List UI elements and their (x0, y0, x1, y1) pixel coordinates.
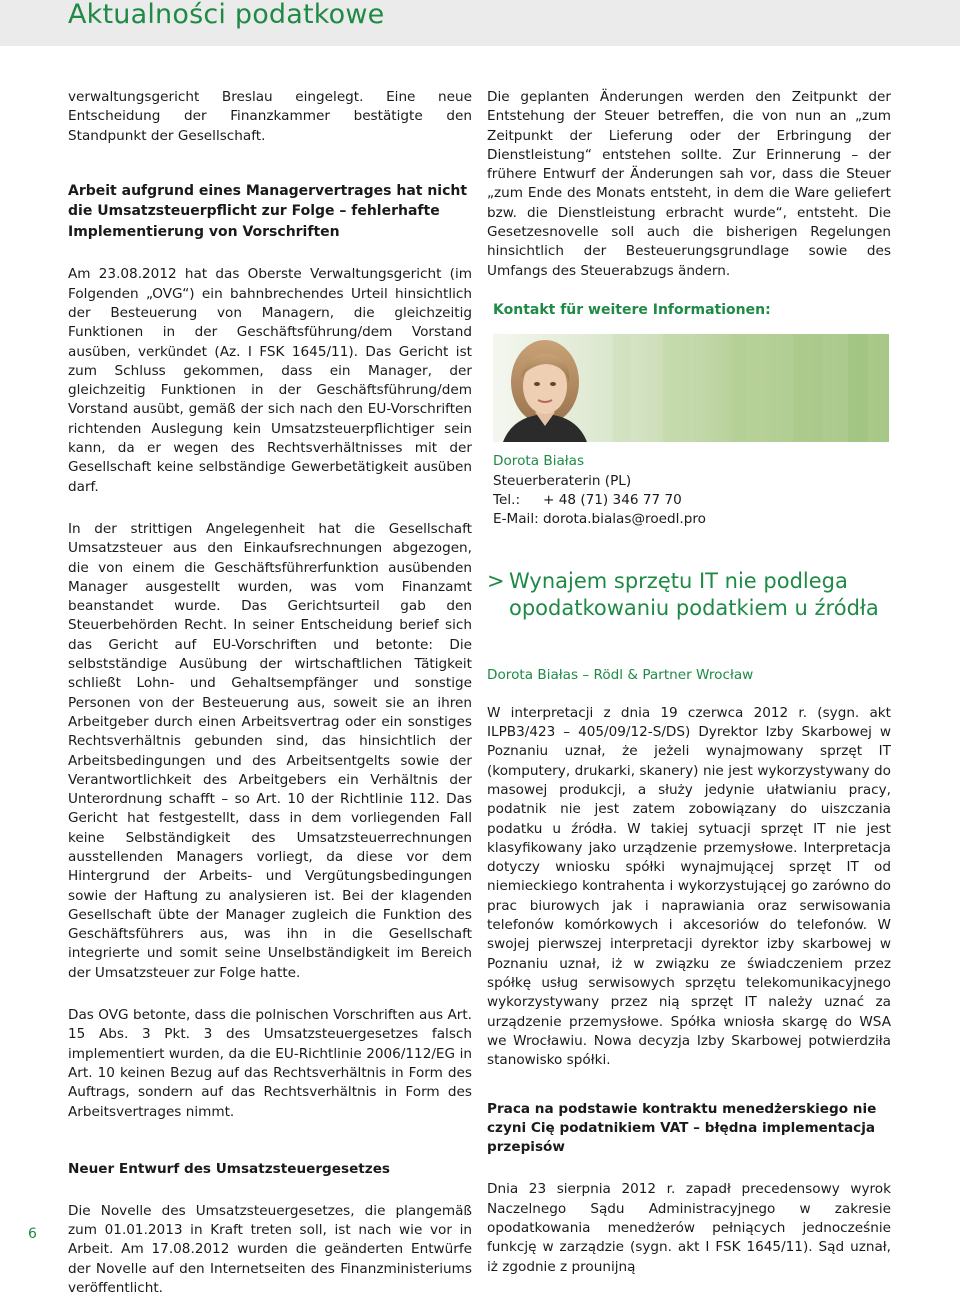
page-number: 6 (28, 1226, 37, 1242)
body-paragraph-right-1: Die geplanten Änderungen werden den Zeitpunkt der Entstehung der Steuer betreffen, die von nun an „zum Zeitpunkt der Lieferung oder der Erbringung der Dienstleistung“ entstehen sollte. Zur Erinnerung – der frühere Entwurf der Änderungen sah vor, dass die Steuer „zum Ende des Monats entsteht, in dem die Ware geliefert bzw. die Dienstleistung erbracht wurde“, entsteht. Die Gesetzesnovelle soll auch die bisherigen Regelungen hinsichtlich der Besteuerungsgrundlage sowie des Umfangs des Steuerabzugs ändern. (487, 89, 891, 279)
body-paragraph-right-2: W interpretacji z dnia 19 czerwca 2012 r. (sygn. akt ILPB3/423 – 405/09/12-S/DS) Dyrektor Izby Skarbowej w Poznaniu uznał, że jeżeli wynajmowany sprzęt IT (komputery, drukarki, skanery) nie jest wykorzystywany do masowej produkcji, a służy jedynie ułatwianiu pracy, podatnik nie jest zatem zobowiązany do uiszczania podatku u źródła. W takiej sytuacji sprzęt IT nie jest klasyfikowany jako urządzenie przemysłowe. Interpretacja dotyczy wniosku spółki wynajmującej sprzęt IT od niemieckiego kontrahenta i wykorzystującej go zarówno do prac biurowych jak i naprawiania oraz serwisowania telefonów komórkowych i akcesoriów do telefonów. W swojej pierwszej interpretacji dyrektor izby skarbowej w Poznaniu uznał, iż w związku ze świadczeniem przez spółkę usług serwisowych sprzętu telekomunikacyjnego wykorzystywany przez nią sprzęt IT należy uznać za urządzenie przemysłowe. Spółka wniosła skargę do WSA we Wrocławiu. Nowa decyzja Izby Skarbowej potwierdziła stanowisko spółki. (487, 704, 891, 1069)
right-column (487, 88, 891, 1277)
phone-label: Tel.: (493, 491, 521, 508)
page-header-band (0, 0, 960, 46)
body-paragraph-1: Am 23.08.2012 hat das Oberste Verwaltungsgericht (im Folgenden „OVG“) ein bahnbrechendes Urteil hinsichtlich der Besteuerung von Managern, die gleichzeitig Funktionen in der Geschäftsführung/dem Vorstand ausüben, verkündet (Az. I FSK 1645/11). Das Gericht ist zum Schluss gekommen, dass ein Manager, der gleichzeitig Funktionen in der Geschäftsführung/dem Vorstand ausübt, gemäß der sich nach den EU-Vorschriften richtenden Auslegung kein Umsatzsteuerpflichtiger sein kann, da er wegen des Rechtsverhältnisses mit der Gesellschaft keine selbständige Gewerbetätigkeit ausüben darf. (68, 266, 472, 495)
subheading-new-draft: Neuer Entwurf des Umsatzsteuergesetzes (68, 1160, 391, 1177)
section-title: Aktualności podatkowe (68, 0, 385, 30)
body-paragraph-2: In der strittigen Angelegenheit hat die Gesellschaft Umsatzsteuer aus den Einkaufsrechnungen abgezogen, die von einem die Geschäftsführerfunktion ausübenden Manager ausgestellt wurden, was vom Finanzamt beanstandet wurde. Das Gerichtsurteil gab den Steuerbehörden Recht. In seiner Entscheidung berief sich das Gericht auf EU-Vorschriften und betonte: Die selbstständige Ausübung der wirtschaftlichen Tätigkeit schließt Lohn- und Gehaltsempfänger und sonstige Personen von der Besteuerung aus, soweit sie an ihren Arbeitgeber durch einen Arbeitsvertrag oder ein sonstiges Rechtsverhältnis gebunden sind, das hinsichtlich der Arbeitsbedingungen und des Arbeitsentgelts sowie der Verantwortlichkeit des Arbeitgebers ein Verhältnis der Unterordnung schafft – so Art. 10 der Richtlinie 112. Das Gericht hat festgestellt, dass in dem vorliegenden Fall keine Selbständigkeit des Umsatzsteuerrechnungen ausstellenden Managers vorliegt, da diese vor dem Hintergrund der Arbeits- und Vergütungsbedingungen sowie der Haftung zu analysieren ist. Bei der klagenden Gesellschaft übte der Manager zugleich die Funktion des Geschäftsführers aus, was ihn in die Gesellschaft integrierte und somit seine Unselbständigkeit im Bereich der Umsatzsteuer zur Folge hatte. (68, 520, 472, 981)
article-title-it-rental (487, 568, 891, 622)
contact-block (493, 452, 891, 529)
phone-value: + 48 (71) 346 77 70 (543, 491, 682, 508)
body-paragraph-right-3: Dnia 23 sierpnia 2012 r. zapadł precedensowy wyrok Naczelnego Sądu Administracyjnego w zakresie opodatkowania menedżerów pełniących jednocześnie funkcję w zarządzie (sygn. akt I FSK 1645/11). Sąd uznał, iż zgodnie z prounijną (487, 1181, 891, 1275)
contact-role: Steuerberaterin (PL) (493, 472, 632, 489)
article-title-text: Wynajem sprzętu IT nie podlega opodatkowaniu podatkiem u źródła (509, 569, 879, 621)
contact-name: Dorota Białas (493, 453, 585, 470)
chevron-right-icon: > (487, 569, 505, 594)
body-paragraph-4: Die Novelle des Umsatzsteuergesetzes, die plangemäß zum 01.01.2013 in Kraft treten soll, ist nach wie vor in Arbeit. Am 17.08.2012 wurden die geänderten Entwürfe der Novelle auf den Internetseiten des Finanzministeriums veröffentlicht. (68, 1202, 472, 1297)
contact-photo (493, 334, 889, 442)
email-label: E-Mail: (493, 511, 539, 528)
email-value: dorota.bialas@roedl.pro (543, 511, 706, 528)
contact-email-row (493, 510, 891, 529)
subheading-manager-vat: Praca na podstawie kontraktu menedżerskiego nie czyni Cię podatnikiem VAT – błędna implementacja przepisów (487, 1101, 877, 1156)
article-author: Dorota Białas – Rödl & Partner Wrocław (487, 667, 754, 684)
intro-paragraph: verwaltungsgericht Breslau eingelegt. Eine neue Entscheidung der Finanzkammer bestätigte den Standpunkt der Gesellschaft. (68, 89, 472, 144)
article-heading-manager-contract: Arbeit aufgrund eines Managervertrages hat nicht die Umsatzsteuerpflicht zur Folge – fehlerhafte Implementierung von Vorschriften (68, 182, 468, 240)
contact-phone-row (493, 491, 891, 510)
contact-heading: Kontakt für weitere Informationen: (493, 301, 771, 318)
body-paragraph-3: Das OVG betonte, dass die polnischen Vorschriften aus Art. 15 Abs. 3 Pkt. 3 des Umsatzsteuergesetzes falsch implementiert wurden, da die EU-Richtlinie 2006/112/EG in Art. 10 keinen Bezug auf das Rechtsverhältnis in Form des Auftrags, sondern auf das Rechtsverhältnis in Form des Arbeitsvertrages nimmt. (68, 1007, 472, 1120)
left-column (68, 88, 472, 1298)
